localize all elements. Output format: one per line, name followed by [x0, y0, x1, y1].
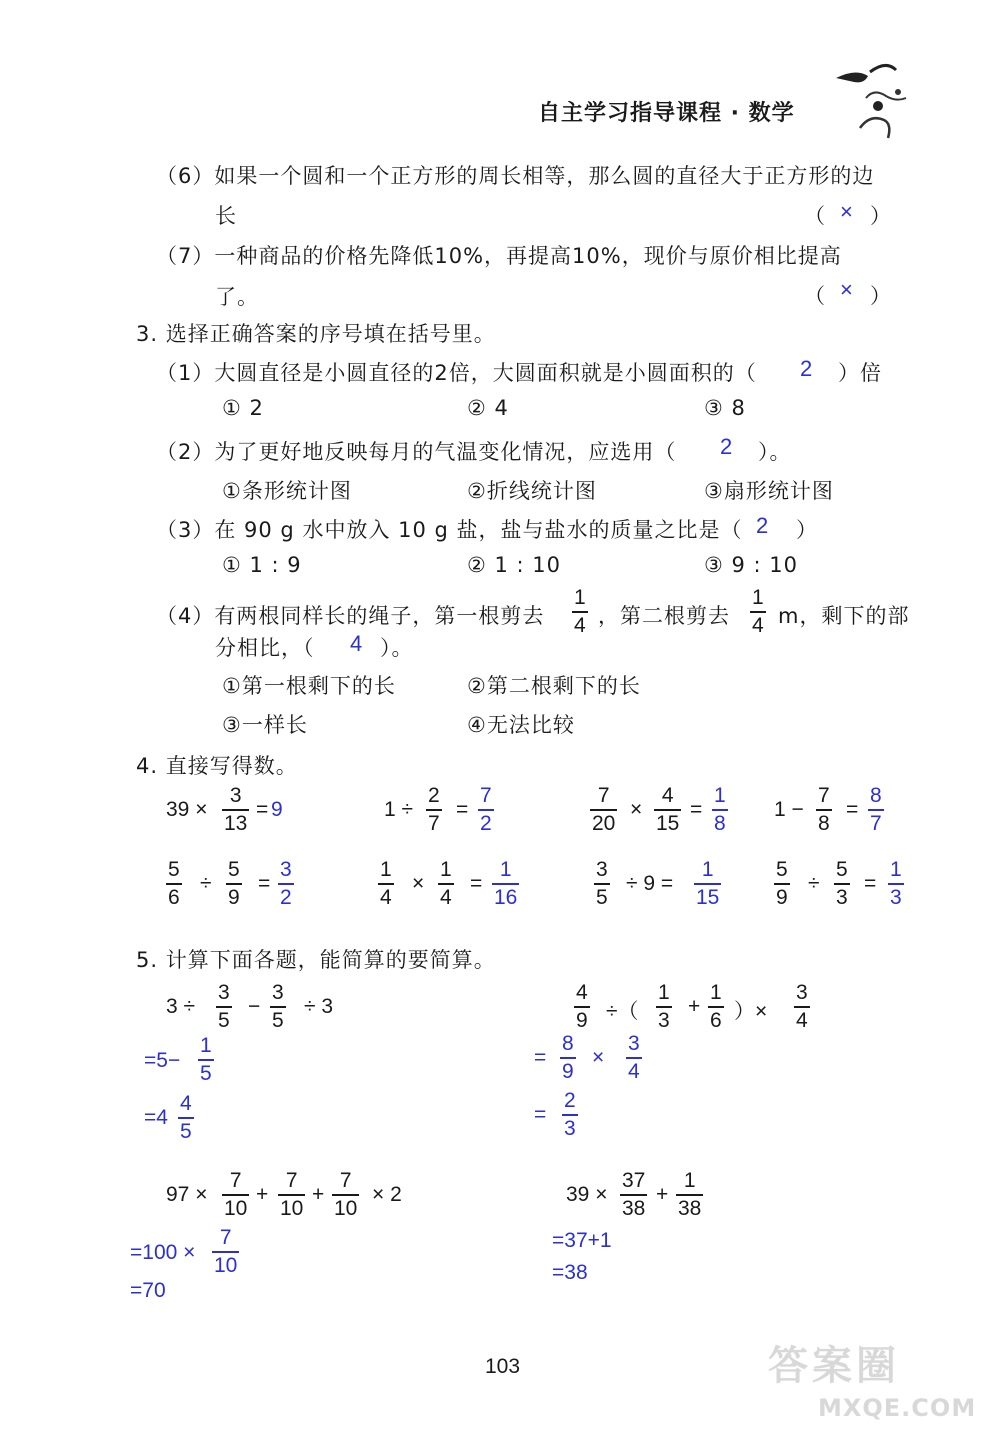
q5-p4-fraction2: 1 38: [678, 1169, 702, 1220]
q5-title: 5. 计算下面各题，能简算的要简算。: [136, 948, 496, 972]
q4-r1c1-answer: 9: [271, 798, 283, 821]
q4-r2c2-fraction-b: 1 4: [440, 858, 452, 909]
q3-item4-tail: ）。: [380, 636, 414, 660]
q5-p1-fraction1: 3 5: [218, 981, 230, 1032]
q4-r1c4-prefix: 1 −: [774, 798, 804, 821]
q4-r2c1-operator: ÷: [200, 872, 212, 895]
q4-r1c2-answer: 7 2: [480, 784, 492, 835]
fraction-denominator: 4: [752, 614, 764, 637]
q3-item3-answer: 2: [756, 513, 770, 538]
fraction-numerator: 1: [752, 586, 764, 609]
q2-item7-line1: （7）一种商品的价格先降低10%，再提高10%，现价与原价相比提高: [156, 244, 842, 268]
q5-p3-operator2: +: [312, 1183, 325, 1206]
q2-item7-answer-mark: ×: [840, 277, 854, 302]
q3-item2-option1: ①条形统计图: [222, 479, 352, 503]
q4-r1c4-answer: 8 7: [870, 784, 882, 835]
q5-p2-step1-operator: ×: [592, 1046, 605, 1069]
q5-p1-step1: =5−: [144, 1049, 181, 1072]
q5-p3-fraction3: 7 10: [334, 1169, 358, 1220]
q3-item4-line2: 分相比，（: [215, 636, 315, 660]
q5-p2-fraction1: 4 9: [576, 981, 588, 1032]
q3-item2-answer: 2: [720, 434, 734, 459]
q5-p3-prefix: 97 ×: [166, 1183, 208, 1206]
q4-r2c1-fraction-b: 5 9: [228, 858, 240, 909]
q3-item2-stem: （2）为了更好地反映每月的气温变化情况，应选用（: [156, 440, 677, 464]
q5-p1-fraction2: 3 5: [272, 981, 284, 1032]
q5-p2-step1-fraction2: 3 4: [628, 1032, 640, 1083]
q5-p3-operator1: +: [256, 1183, 269, 1206]
q4-r1c1-fraction: 3 13: [224, 784, 248, 835]
q2-item6-paren-open: （: [804, 204, 826, 228]
q5-p3-fraction1: 7 10: [224, 1169, 248, 1220]
q5-p1-operator: −: [248, 995, 261, 1018]
q3-item1-tail: ）倍: [838, 361, 882, 385]
q2-item7-paren-close: ）: [870, 284, 892, 308]
q4-r1c2-equals: =: [456, 798, 469, 821]
watermark-url: MXQE.COM: [818, 1394, 977, 1422]
q5-p2-step1-fraction1: 8 9: [562, 1032, 574, 1083]
q4-r2c4-equals: =: [864, 872, 877, 895]
q5-p1-suffix: ÷ 3: [304, 995, 334, 1018]
q4-r1c1-prefix: 39 ×: [166, 798, 208, 821]
q5-p1-step1-fraction: 1 5: [200, 1034, 212, 1085]
page-number: 103: [485, 1355, 521, 1378]
q5-p1-step2-fraction: 4 5: [180, 1092, 192, 1143]
q3-item2-option3: ③扇形统计图: [704, 479, 834, 503]
q3-item4-option1: ①第一根剩下的长: [222, 674, 396, 698]
q4-r1c3-operator: ×: [630, 798, 643, 821]
q3-item4-stem-b: ，第二根剪去: [598, 604, 730, 628]
q3-item4-option4: ④无法比较: [467, 713, 575, 737]
q4-r2c3-answer: 1 15: [696, 858, 720, 909]
q4-r2c2-answer: 1 16: [494, 858, 518, 909]
q4-r1c3-answer: 1 8: [714, 784, 726, 835]
q2-item6-line1: （6）如果一个圆和一个正方形的周长相等，那么圆的直径大于正方形的边: [156, 164, 875, 188]
q2-item7-line2: 了。: [215, 285, 259, 309]
q4-r1c2-fraction: 2 7: [428, 784, 440, 835]
q5-p2-fraction2: 1 3: [658, 981, 670, 1032]
q4-r2c4-operator: ÷: [808, 872, 820, 895]
q4-r1c4-equals: =: [846, 798, 859, 821]
q5-p2-operator2: +: [688, 995, 701, 1018]
q5-p2-step2-fraction: 2 3: [564, 1089, 576, 1140]
q3-item3-option3: ③ 9 : 10: [704, 553, 799, 577]
q4-r2c2-operator: ×: [412, 872, 425, 895]
q3-item1-answer: 2: [800, 356, 814, 381]
q3-item4-answer: 4: [350, 631, 364, 656]
q3-item4-stem-c: m，剩下的部: [778, 604, 910, 628]
q5-p3-step1-fraction: 7 10: [214, 1226, 238, 1277]
q4-r2c1-answer: 3 2: [280, 858, 292, 909]
q2-item6-line2: 长: [215, 204, 237, 228]
q3-item4-fraction1: [572, 586, 588, 638]
ink-bird-decoration-icon: [826, 58, 916, 148]
q2-item6-answer-mark: ×: [840, 199, 854, 224]
q5-p3-suffix: × 2: [372, 1183, 402, 1206]
q5-p2-operator3: ）×: [734, 1000, 768, 1023]
q5-p4-prefix: 39 ×: [566, 1183, 608, 1206]
q5-p2-step1: =: [534, 1046, 547, 1069]
q4-r1c3-fraction-a: 7 20: [592, 784, 616, 835]
q4-r1c4-fraction: 7 8: [818, 784, 830, 835]
watermark-logo: 答案圈: [768, 1343, 900, 1389]
q4-r2c4-fraction-b: 5 3: [836, 858, 848, 909]
q5-p3-step2: =70: [130, 1279, 166, 1302]
q4-r2c2-fraction-a: 1 4: [380, 858, 392, 909]
q5-p2-fraction4: 3 4: [796, 981, 808, 1032]
q5-p3-fraction2: 7 10: [280, 1169, 304, 1220]
q3-item3-stem: （3）在 90 g 水中放入 10 g 盐，盐与盐水的质量之比是（: [156, 518, 743, 542]
q4-r1c1-equals: =: [256, 798, 269, 821]
q4-r2c4-answer: 1 3: [890, 858, 902, 909]
q3-item2-tail: ）。: [758, 440, 792, 464]
q3-item1-option1: ① 2: [222, 396, 264, 420]
q3-item3-option2: ② 1 : 10: [467, 553, 562, 577]
q3-item4-stem-a: （4）有两根同样长的绳子，第一根剪去: [156, 604, 545, 628]
q4-r2c3-fraction-a: 3 5: [596, 858, 608, 909]
q3-item1-option3: ③ 8: [704, 396, 746, 420]
q5-p4-operator: +: [656, 1183, 669, 1206]
q3-title: 3. 选择正确答案的序号填在括号里。: [136, 322, 496, 346]
q5-p4-step2: =38: [552, 1261, 588, 1284]
q2-item7-paren-open: （: [804, 284, 826, 308]
q3-item1-stem: （1）大圆直径是小圆直径的2倍，大圆面积就是小圆面积的（: [156, 361, 757, 385]
q4-r2c4-fraction-a: 5 9: [776, 858, 788, 909]
q4-r1c2-prefix: 1 ÷: [384, 798, 414, 821]
q4-title: 4. 直接写得数。: [136, 754, 298, 778]
q4-r1c3-equals: =: [690, 798, 703, 821]
q5-p4-step1: =37+1: [552, 1229, 612, 1252]
q3-item3-option1: ① 1 : 9: [222, 553, 302, 577]
fraction-numerator: 1: [574, 586, 586, 609]
q5-p2-fraction3: 1 6: [710, 981, 722, 1032]
q3-item4-fraction2: [750, 586, 766, 638]
q4-r2c3-operator: ÷ 9 =: [626, 872, 674, 895]
header-title: 自主学习指导课程 · 数学: [538, 101, 795, 126]
q3-item2-option2: ②折线统计图: [467, 479, 597, 503]
q4-r2c2-equals: =: [470, 872, 483, 895]
fraction-denominator: 4: [574, 614, 586, 637]
q5-p2-operator1: ÷（: [606, 1000, 639, 1023]
q5-p4-fraction1: 37 38: [622, 1169, 646, 1220]
q5-p1-prefix: 3 ÷: [166, 995, 196, 1018]
q4-r2c1-equals: =: [258, 872, 271, 895]
q5-p2-step2: =: [534, 1103, 547, 1126]
q2-item6-paren-close: ）: [870, 204, 892, 228]
q3-item4-option3: ③一样长: [222, 713, 308, 737]
q5-p3-step1: =100 ×: [130, 1241, 196, 1264]
q4-r1c3-fraction-b: 4 15: [656, 784, 680, 835]
q3-item1-option2: ② 4: [467, 396, 509, 420]
q3-item4-option2: ②第二根剩下的长: [467, 674, 641, 698]
q4-r2c1-fraction-a: 5 6: [168, 858, 180, 909]
q3-item3-tail: ）: [796, 518, 818, 542]
q5-p1-step2: =4: [144, 1106, 168, 1129]
